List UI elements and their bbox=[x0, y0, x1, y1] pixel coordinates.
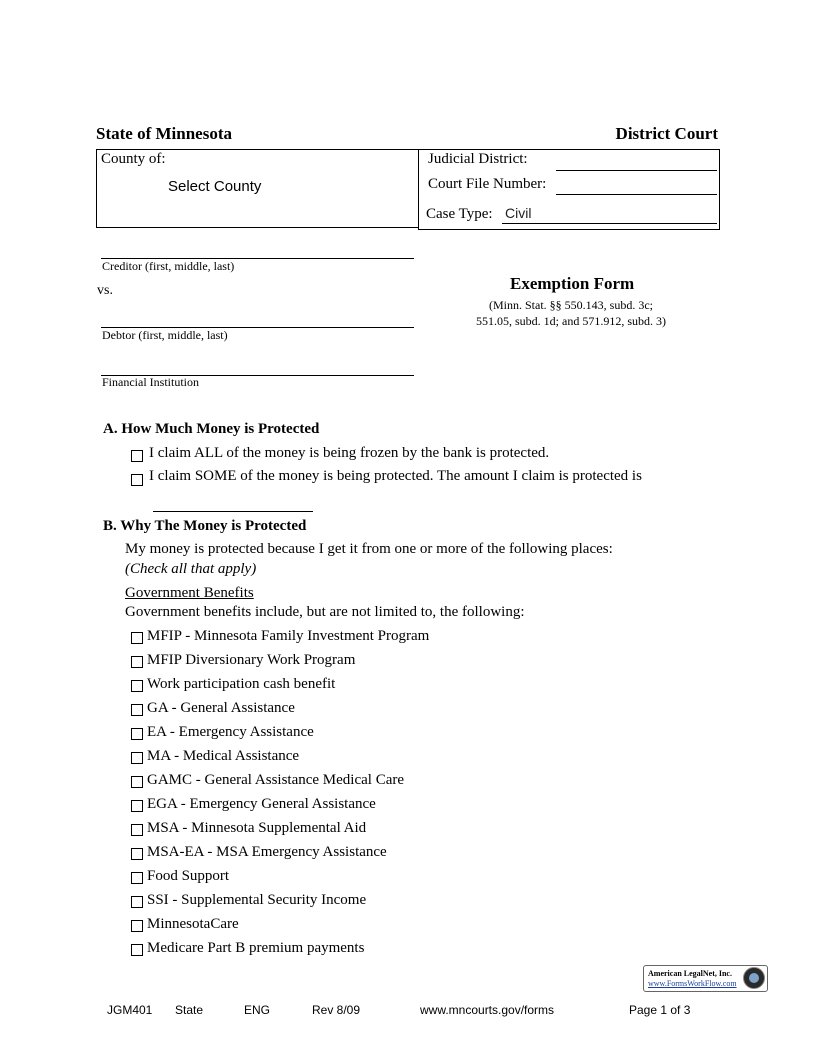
publisher-name: American LegalNet, Inc. bbox=[648, 969, 732, 978]
benefit-checkbox[interactable] bbox=[131, 872, 143, 884]
claim-all-label: I claim ALL of the money is being frozen by the bank is protected. bbox=[149, 445, 550, 461]
section-b-intro: My money is protected because I get it from one or more of the following places: bbox=[125, 541, 613, 557]
case-type-label: Case Type: bbox=[426, 206, 493, 222]
debtor-label: Debtor (first, middle, last) bbox=[102, 328, 228, 342]
footer-language: ENG bbox=[244, 1003, 271, 1017]
statute-line-2: 551.05, subd. 1d; and 571.912, subd. 3) bbox=[476, 314, 666, 328]
benefit-label: MSA-EA - MSA Emergency Assistance bbox=[147, 844, 387, 860]
footer-revision: Rev 8/09 bbox=[312, 1003, 361, 1017]
benefit-label: MFIP - Minnesota Family Investment Program bbox=[147, 628, 430, 644]
benefit-label: MinnesotaCare bbox=[147, 916, 239, 932]
claim-some-label: I claim SOME of the money is being protected. The amount I claim is protected is bbox=[149, 468, 642, 484]
benefit-label: SSI - Supplemental Security Income bbox=[147, 892, 367, 908]
benefit-label: MSA - Minnesota Supplemental Aid bbox=[147, 820, 367, 836]
benefit-checkbox[interactable] bbox=[131, 704, 143, 716]
benefit-label: MA - Medical Assistance bbox=[147, 748, 300, 764]
publisher-link[interactable]: www.FormsWorkFlow.com bbox=[648, 979, 737, 988]
footer-form-id: JGM401 bbox=[107, 1003, 153, 1017]
section-a-heading: A. How Much Money is Protected bbox=[103, 421, 320, 437]
benefit-checkbox[interactable] bbox=[131, 776, 143, 788]
benefit-label: Work participation cash benefit bbox=[147, 676, 336, 692]
court-file-number-label: Court File Number: bbox=[428, 176, 547, 192]
claim-some-checkbox[interactable] bbox=[131, 474, 143, 486]
government-benefits-subheading: Government Benefits bbox=[125, 585, 254, 601]
form-title: Exemption Form bbox=[510, 274, 635, 293]
case-type-select[interactable]: Civil bbox=[505, 205, 532, 221]
court-heading: District Court bbox=[615, 124, 718, 143]
claim-amount-field[interactable] bbox=[153, 511, 313, 512]
benefit-checkbox[interactable] bbox=[131, 728, 143, 740]
benefit-label: GAMC - General Assistance Medical Care bbox=[147, 772, 405, 788]
benefit-checkbox[interactable] bbox=[131, 944, 143, 956]
judicial-district-field[interactable] bbox=[556, 170, 717, 171]
government-benefits-intro: Government benefits include, but are not limited to, the following: bbox=[125, 604, 525, 620]
judicial-district-label: Judicial District: bbox=[428, 151, 528, 167]
benefit-checkbox[interactable] bbox=[131, 824, 143, 836]
state-heading: State of Minnesota bbox=[96, 124, 232, 143]
benefit-checkbox[interactable] bbox=[131, 752, 143, 764]
benefit-label: GA - General Assistance bbox=[147, 700, 295, 716]
benefit-label: Food Support bbox=[147, 868, 230, 884]
publisher-logo[interactable] bbox=[643, 965, 768, 992]
section-b-instruction: (Check all that apply) bbox=[125, 561, 257, 577]
benefit-label: EA - Emergency Assistance bbox=[147, 724, 314, 740]
benefit-checkbox[interactable] bbox=[131, 656, 143, 668]
claim-all-checkbox[interactable] bbox=[131, 450, 143, 462]
benefit-label: MFIP Diversionary Work Program bbox=[147, 652, 356, 668]
benefit-checkbox[interactable] bbox=[131, 680, 143, 692]
benefit-checkbox[interactable] bbox=[131, 920, 143, 932]
globe-seal-icon bbox=[743, 967, 765, 989]
benefit-label: Medicare Part B premium payments bbox=[147, 940, 365, 956]
footer-jurisdiction: State bbox=[175, 1003, 204, 1017]
benefit-checkbox[interactable] bbox=[131, 632, 143, 644]
county-select[interactable]: Select County bbox=[168, 178, 262, 195]
section-b-heading: B. Why The Money is Protected bbox=[103, 518, 307, 534]
financial-institution-label: Financial Institution bbox=[102, 375, 199, 389]
benefit-label: EGA - Emergency General Assistance bbox=[147, 796, 376, 812]
statute-line-1: (Minn. Stat. §§ 550.143, subd. 3c; bbox=[489, 298, 653, 312]
versus-text: vs. bbox=[97, 283, 113, 298]
county-label: County of: bbox=[101, 151, 166, 167]
benefit-checkbox[interactable] bbox=[131, 848, 143, 860]
benefit-checkbox[interactable] bbox=[131, 896, 143, 908]
footer-url[interactable]: www.mncourts.gov/forms bbox=[420, 1003, 555, 1017]
benefit-checkbox[interactable] bbox=[131, 800, 143, 812]
court-file-number-field[interactable] bbox=[556, 194, 717, 195]
creditor-label: Creditor (first, middle, last) bbox=[102, 259, 235, 273]
footer-page-number: Page 1 of 3 bbox=[629, 1003, 691, 1017]
